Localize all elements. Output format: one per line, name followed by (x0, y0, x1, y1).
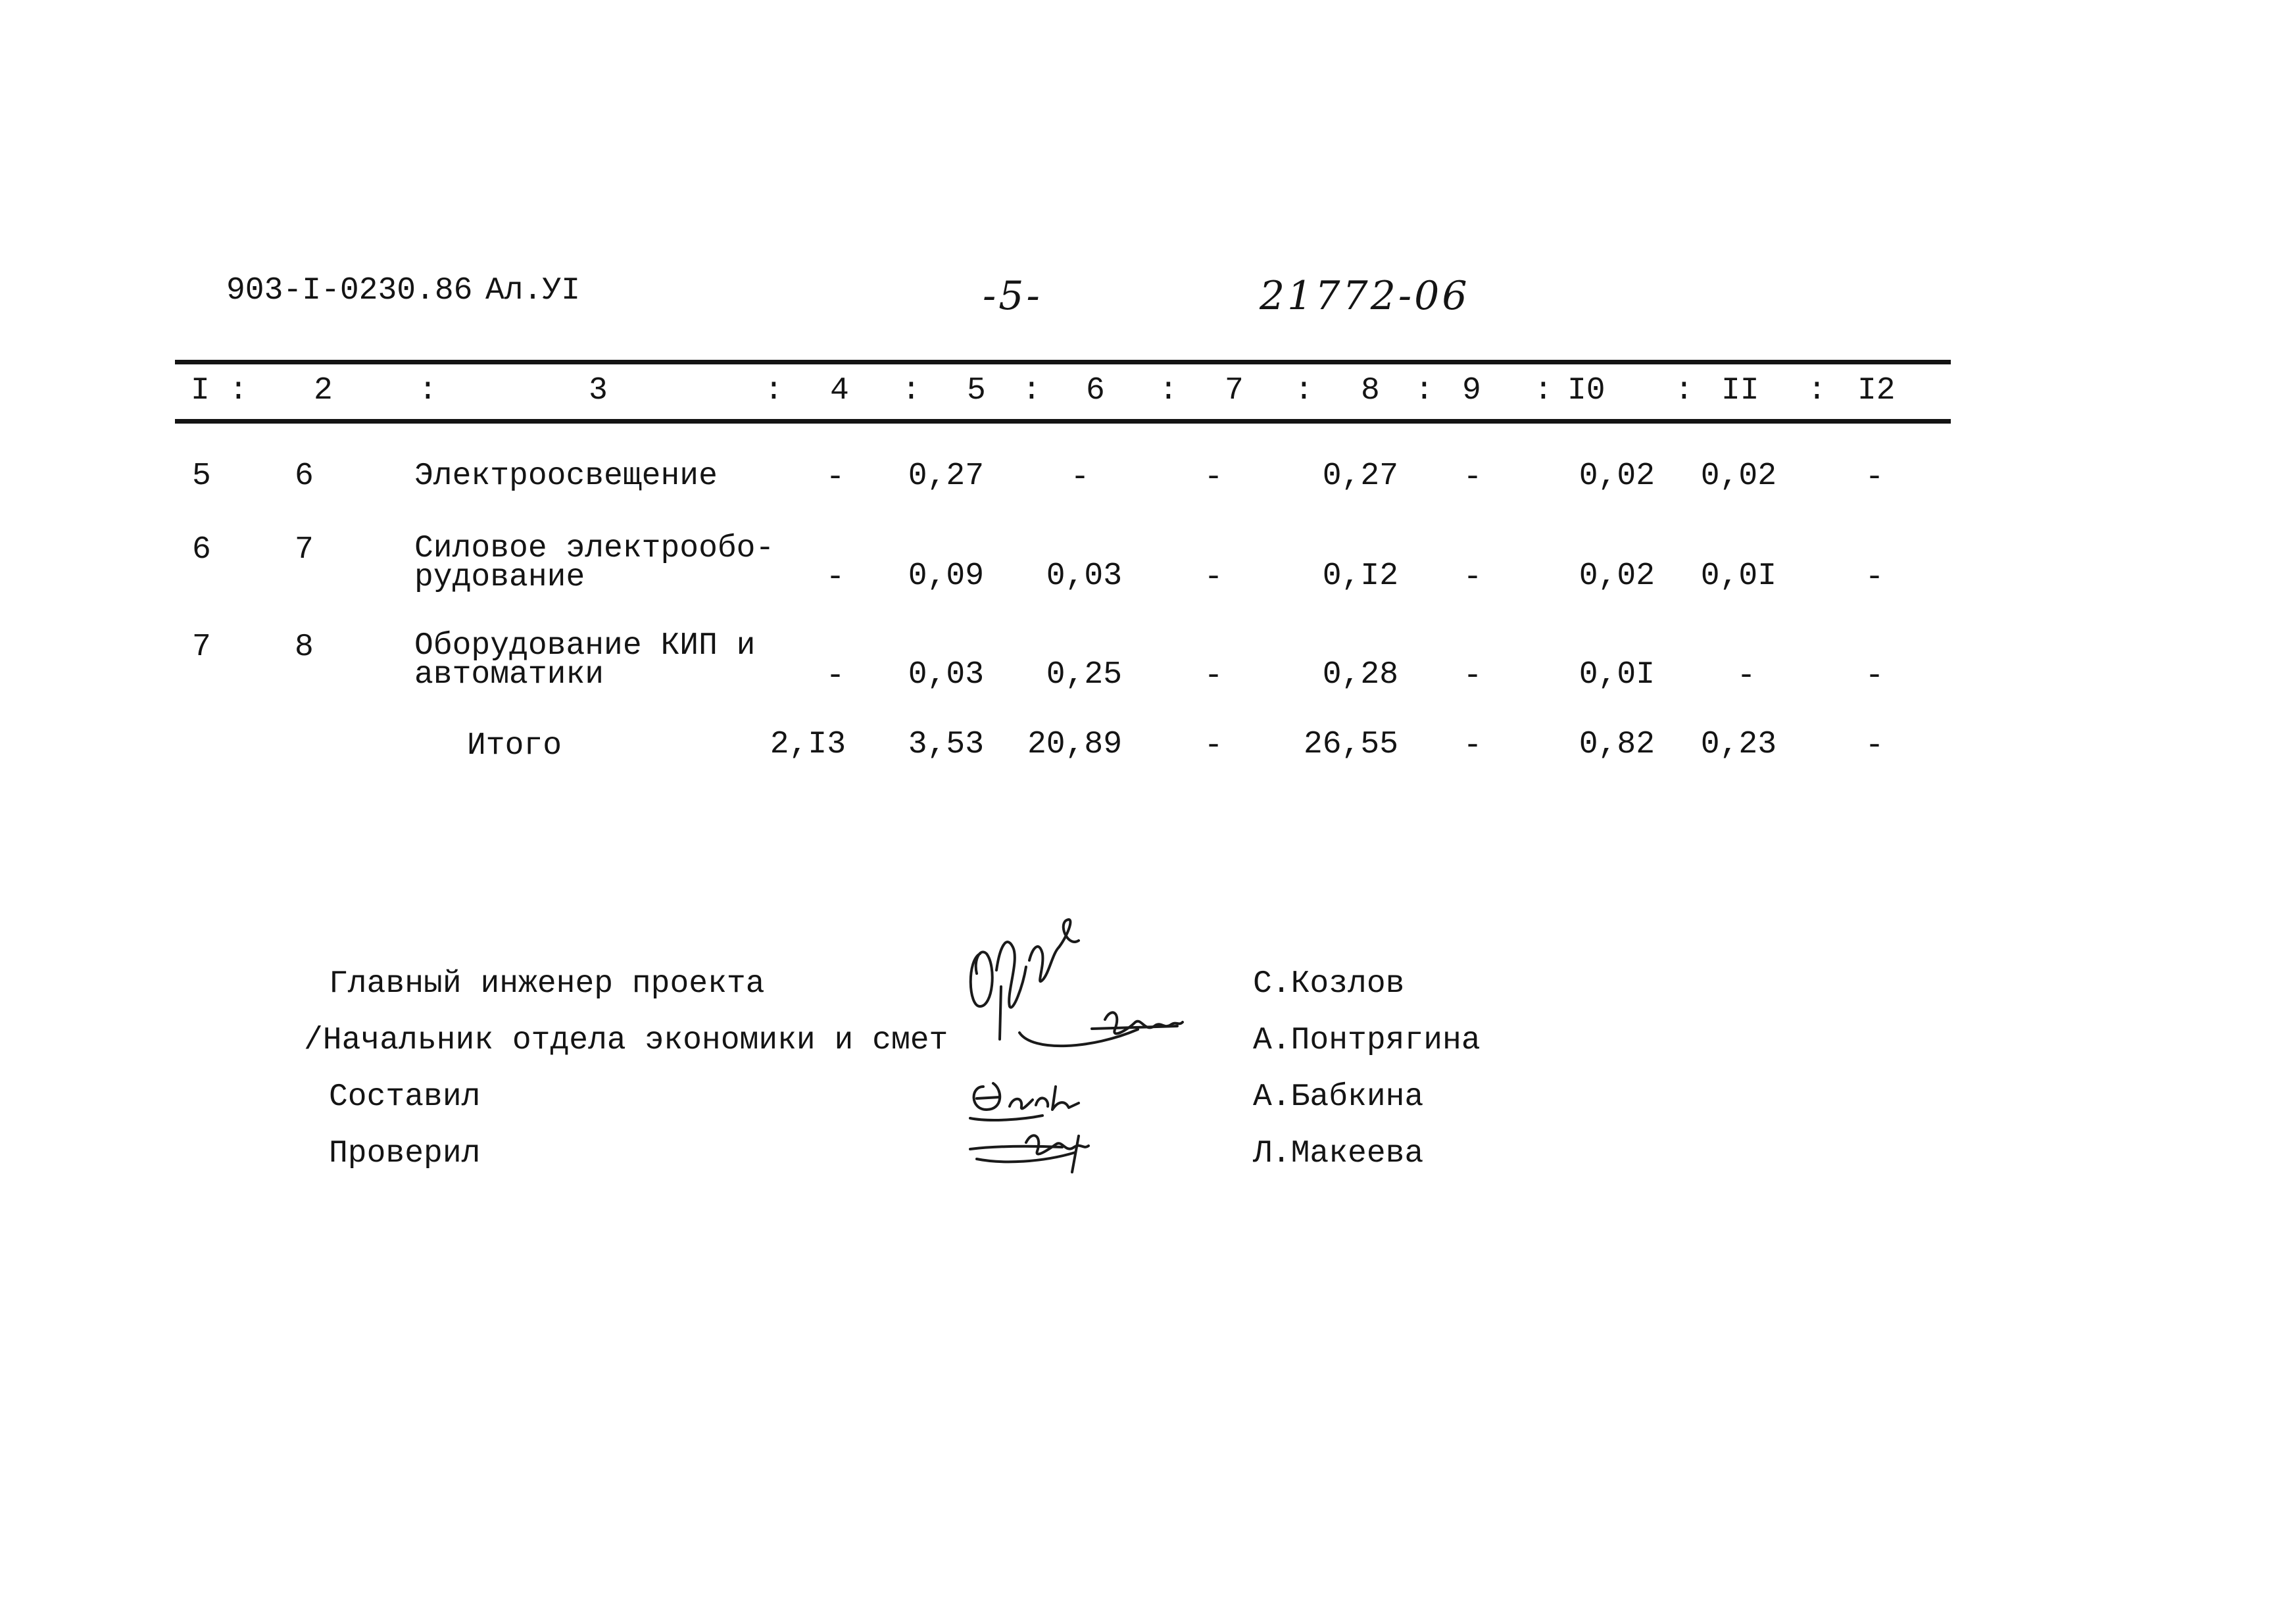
cell-col5: 0,03 (908, 657, 984, 693)
signature-name: А.Понтрягина (1253, 1023, 1481, 1058)
col-separator: : (764, 373, 783, 408)
cell-col5: 0,09 (908, 558, 984, 594)
cell-col2: 7 (295, 532, 314, 568)
cell-col10: 0,02 (1579, 458, 1655, 494)
col-header-6: 6 (1086, 373, 1105, 408)
cell-col7: - (1204, 460, 1223, 495)
cell-name: Силовое электрообо- рудование (414, 531, 775, 595)
cell-col2: 8 (295, 629, 314, 665)
cell-col8: 0,27 (1322, 458, 1398, 494)
cell-col7: - (1204, 560, 1223, 595)
cell-col5: 0,27 (908, 458, 984, 494)
signature-role: Проверил (329, 1136, 481, 1171)
cell-col12: - (1865, 658, 1884, 694)
cell-col10: 0,02 (1579, 558, 1655, 594)
signature-role: Составил (329, 1079, 481, 1115)
total-col9: - (1463, 728, 1483, 764)
col-separator: : (1675, 373, 1694, 408)
cell-col9: - (1463, 460, 1483, 495)
cell-col11: 0,02 (1700, 458, 1777, 494)
total-col5: 3,53 (908, 727, 984, 762)
cell-col9: - (1463, 658, 1483, 694)
doc-code: 903-I-0230.86 (226, 273, 473, 308)
total-col10: 0,82 (1579, 727, 1655, 762)
inventory-number: 21772-06 (1260, 273, 1470, 319)
col-header-3: 3 (589, 373, 608, 408)
album-label: Ал.УI (485, 273, 581, 308)
table-top-rule (175, 360, 1951, 364)
col-header-2: 2 (314, 373, 333, 408)
cell-col6: - (1070, 460, 1090, 495)
handwritten-signature-compiler (964, 1073, 1121, 1126)
cell-col1: 5 (192, 458, 211, 494)
col-header-9: 9 (1462, 373, 1481, 408)
total-col11: 0,23 (1700, 727, 1777, 762)
cell-col12: - (1865, 460, 1884, 495)
cell-col4: - (825, 460, 845, 495)
col-separator: : (1022, 373, 1041, 408)
col-header-7: 7 (1225, 373, 1244, 408)
col-header-4: 4 (830, 373, 849, 408)
cell-col4: - (825, 658, 845, 694)
cell-name: Электроосвещение (414, 458, 718, 494)
col-header-12: I2 (1857, 373, 1896, 408)
col-header-10: I0 (1567, 373, 1605, 408)
col-header-8: 8 (1361, 373, 1380, 408)
col-separator: : (1534, 373, 1553, 408)
signature-name: А.Бабкина (1253, 1079, 1424, 1115)
cell-col10: 0,0I (1579, 657, 1655, 693)
cell-col11: 0,0I (1700, 558, 1777, 594)
cell-name: Оборудование КИП и автоматики (414, 628, 756, 693)
handwritten-signature-checker (964, 1126, 1115, 1179)
cell-col9: - (1463, 560, 1483, 595)
cell-col8: 0,28 (1322, 657, 1398, 693)
cell-col2: 6 (295, 458, 314, 494)
col-header-5: 5 (967, 373, 986, 408)
col-header-1: I (191, 373, 210, 408)
col-header-11: II (1721, 373, 1759, 408)
cell-col7: - (1204, 658, 1223, 694)
signature-role: /Начальник отдела экономики и смет (304, 1023, 948, 1058)
cell-col1: 7 (192, 629, 211, 665)
total-label: Итого (467, 728, 562, 764)
handwritten-signature-head-of-department (1013, 1006, 1190, 1059)
col-separator: : (1415, 373, 1434, 408)
page-mark: -5- (983, 273, 1042, 319)
cell-col4: - (825, 560, 845, 595)
col-separator: : (418, 373, 437, 408)
total-col4: 2,I3 (770, 727, 846, 762)
cell-col6: 0,25 (1046, 657, 1122, 693)
cell-col1: 6 (192, 532, 211, 568)
cell-col8: 0,I2 (1322, 558, 1398, 594)
col-separator: : (1807, 373, 1826, 408)
signature-name: С.Козлов (1253, 966, 1405, 1002)
col-separator: : (229, 373, 248, 408)
col-separator: : (902, 373, 921, 408)
col-separator: : (1294, 373, 1313, 408)
total-col6: 20,89 (1027, 727, 1122, 762)
total-col12: - (1865, 728, 1884, 764)
signature-role: Главный инженер проекта (329, 966, 765, 1002)
col-separator: : (1159, 373, 1178, 408)
cell-col11: - (1736, 658, 1756, 694)
table-header-bottom-rule (175, 419, 1951, 424)
cell-col6: 0,03 (1046, 558, 1122, 594)
signature-name: Л.Макеева (1253, 1136, 1424, 1171)
cell-col12: - (1865, 560, 1884, 595)
total-col8: 26,55 (1303, 727, 1398, 762)
total-col7: - (1204, 728, 1223, 764)
